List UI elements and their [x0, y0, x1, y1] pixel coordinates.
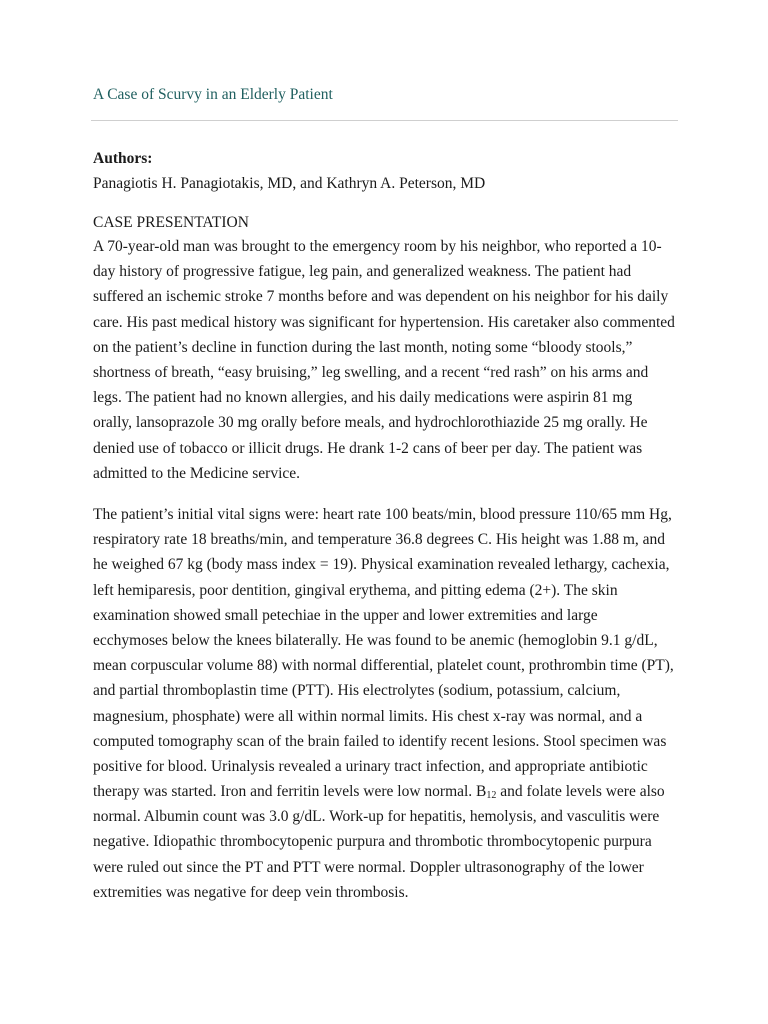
text-line: left hemiparesis, poor dentition, gingival erythema, and pitting edema (2+). The skin [93, 581, 618, 599]
text-line: mean corpuscular volume 88) with normal differential, platelet count, prothrombin time (PT), [93, 657, 674, 675]
text-line: examination showed small petechiae in the upper and lower extremities and large [93, 606, 598, 624]
case-paragraph-1 [93, 234, 675, 486]
title-divider [91, 120, 678, 121]
b12-line-tail: and folate levels were also [496, 783, 665, 801]
authors-heading: Authors: [93, 150, 153, 167]
text-line: he weighed 67 kg (body mass index = 19). Physical examination revealed lethargy, cachexia, [93, 556, 670, 574]
text-line: on the patient’s decline in function during the last month, noting some “bloody stools,” [93, 338, 633, 356]
text-line: shortness of breath, “easy bruising,” leg swelling, and a recent “red rash” on his arms and [93, 363, 649, 381]
text-line: suffered an ischemic stroke 7 months before and was dependent on his neighbor for his daily [93, 288, 669, 306]
text-line: orally, lansoprazole 30 mg orally before meals, and hydrochlorothiazide 25 mg orally. He [93, 414, 648, 432]
text-line: denied use of tobacco or illicit drugs. He drank 1-2 cans of beer per day. The patient was [93, 439, 643, 457]
text-line: care. His past medical history was significant for hypertension. His caretaker also commented [93, 313, 675, 331]
text-line: magnesium, phosphate) were all within normal limits. His chest x-ray was normal, and a [93, 707, 643, 725]
text-line: were ruled out since the PT and PTT were normal. Doppler ultrasonography of the lower [93, 858, 644, 876]
authors-names: Panagiotis H. Panagiotakis, MD, and Kathryn A. Peterson, MD [93, 175, 486, 192]
case-presentation-heading: CASE PRESENTATION [93, 214, 249, 231]
text-line: normal. Albumin count was 3.0 g/dL. Work-up for hepatitis, hemolysis, and vasculitis were [93, 808, 660, 826]
text-line: A 70-year-old man was brought to the emergency room by his neighbor, who reported a 10- [93, 238, 662, 255]
text-line: extremities was negative for deep vein thrombosis. [93, 883, 409, 901]
text-line: negative. Idiopathic thrombocytopenic purpura and thrombotic thrombocytopenic purpura [93, 833, 652, 851]
text-line: legs. The patient had no known allergies, and his daily medications were aspirin 81 mg [93, 389, 633, 407]
text-line: The patient’s initial vital signs were: heart rate 100 beats/min, blood pressure 110/65 mm Hg, [93, 506, 672, 523]
text-line-b12 [93, 779, 674, 804]
text-line: and partial thromboplastin time (PTT). His electrolytes (sodium, potassium, calcium, [93, 682, 621, 700]
text-line: respiratory rate 18 breaths/min, and temperature 36.8 degrees C. His height was 1.88 m, and [93, 531, 666, 549]
b12-subscript: 12 [486, 790, 497, 802]
article-title: A Case of Scurvy in an Elderly Patient [93, 86, 333, 103]
text-line: computed tomography scan of the brain failed to identify recent lesions. Stool specimen was [93, 732, 667, 750]
text-line: ecchymoses below the knees bilaterally. He was found to be anemic (hemoglobin 9.1 g/dL, [93, 631, 658, 649]
text-line: admitted to the Medicine service. [93, 464, 301, 482]
b12-line-head: therapy was started. Iron and ferritin levels were low normal. B [93, 783, 487, 801]
text-line: day history of progressive fatigue, leg pain, and generalized weakness. The patient had [93, 263, 632, 281]
case-paragraph-2 [93, 502, 674, 905]
text-line: positive for blood. Urinalysis revealed a urinary tract infection, and appropriate antibiotic [93, 757, 648, 775]
